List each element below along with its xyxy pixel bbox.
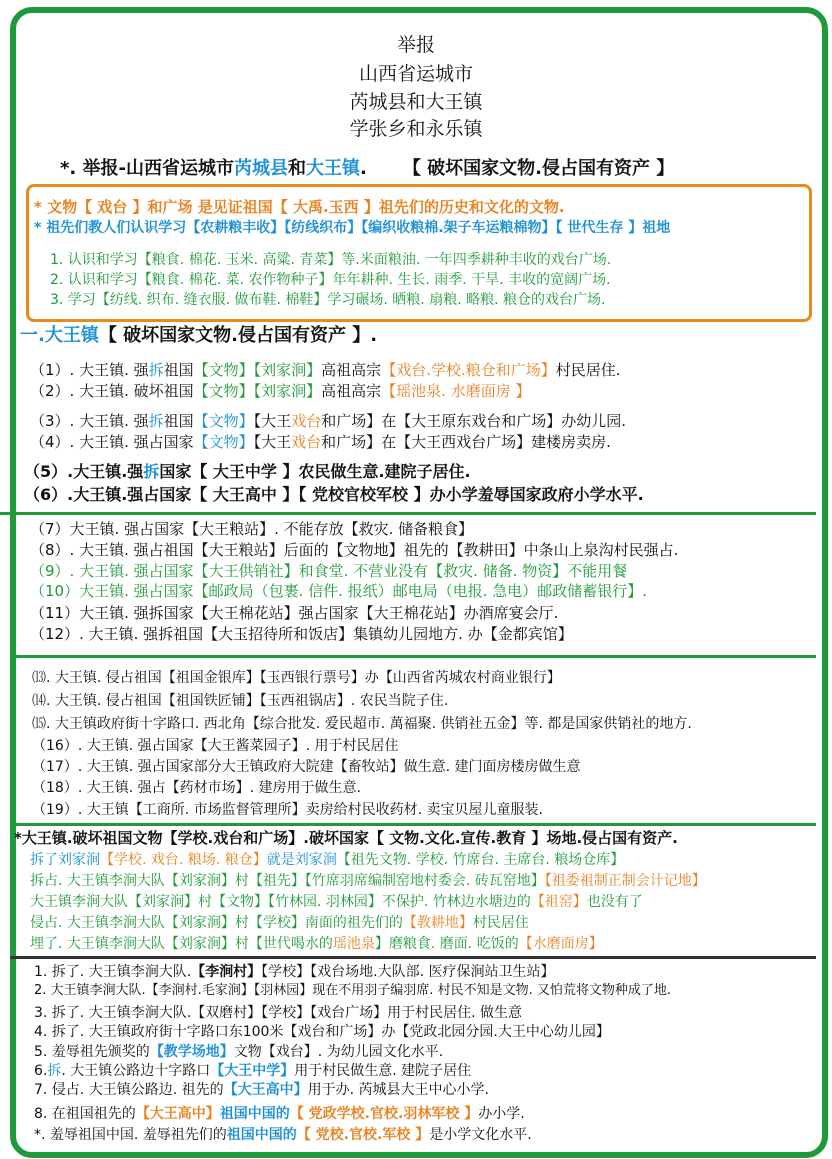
section5-row-6: 6.拆. 大王镇公路边十字路口【大王中学】用于村民做生意. 建院子居住: [34, 1063, 472, 1079]
section5-row-8: 8. 在祖国祖先的【大王高中】祖国中国的【 党政学校.官校.羽林军校 】办小学.: [34, 1106, 525, 1122]
title-line-4: 学张乡和永乐镇: [349, 118, 483, 140]
section3-row-14: ⒁. 大王镇. 侵占祖国【祖国铁匠铺】【玉西祖锅店】. 农民当院子住.: [32, 693, 449, 709]
divider-4: [10, 956, 816, 959]
section1-row-3: （3）. 大王镇. 强拆祖国【文物】【大王戏台和广场】在【大王原东戏台和广场】办幼儿园.: [30, 412, 626, 430]
section4-line-5: 埋了. 大王镇李涧大队【刘家涧】村【世代喝水的瑶池泉】磨粮食. 磨面. 吃饭的【水磨面房】: [30, 936, 603, 952]
title-line-3: 芮城县和大王镇: [349, 91, 483, 113]
divider-3: [10, 823, 816, 826]
section1-heading: 一.大王镇【 破坏国家文物.侵占国有资产 】.: [20, 325, 378, 346]
section4-line-3: 大王镇李涧大队【刘家涧】村【文物】【竹林园. 羽林园】不保护. 竹林边水塘边的【祖窑】也没有了: [30, 894, 643, 910]
section4-line-1: 拆了刘家涧【学校. 戏台. 粮场. 粮仓】就是刘家涧【祖先文物. 学校. 竹席台. 主席台. 粮场仓库】: [30, 852, 625, 868]
section1-row-1: （1）. 大王镇. 强拆祖国【文物】【刘家涧】高祖高宗【戏台.学校.粮仓和广场】村民居住.: [30, 361, 621, 379]
section2-row-12: （12）. 大王镇. 强拆祖国【大玉招待所和饭店】集镇幼儿园地方. 办【金都宾馆】: [30, 625, 573, 643]
section5-row-5: 5. 羞辱祖先颁奖的【教学场地】文物【戏台】. 为幼儿园文化水平.: [34, 1044, 444, 1060]
section4-heading: *大王镇.破坏祖国文物【学校.戏台和广场】.破坏国家【 文物.文化.宣传.教育 】场地.侵占国有资产.: [14, 829, 678, 847]
divider-1: [0, 512, 816, 515]
section3-row-15: ⒂. 大王镇政府街十字路口. 西北角【综合批发. 爱民超市. 萬福聚. 供销社五金】等. 都是国家供销社的地方.: [32, 716, 692, 732]
section3-row-17: （17）. 大王镇. 强占国家部分大王镇政府大院建【畜牧站】做生意. 建门面房楼房做生意: [32, 759, 581, 775]
title-line-2: 山西省运城市: [358, 63, 473, 85]
intro-item-3: 3. 学习【纺线. 织布. 缝衣服. 做布鞋. 棉鞋】学习碾场. 晒粮. 扇粮. 略粮. 粮仓的戏台广场.: [50, 292, 606, 308]
section4-line-4: 侵占. 大王镇李涧大队【刘家涧】村【学校】南面的祖先们的【教耕地】村民居住: [30, 915, 529, 931]
section5-row-2: 2. 大王镇李涧大队.【李涧村.毛家涧】【羽林园】现在不用羽子编羽席. 村民不知是文物. 又怕荒将文物种成了地.: [34, 983, 671, 998]
section4-line-2: 拆占. 大王镇李涧大队【刘家涧】村【祖先】【竹席羽席编制窑地村委会. 砖瓦窑地】【祖委祖制正制会计记地】: [30, 873, 706, 889]
report-header: *. 举报-山西省运城市芮城县和大王镇. 【 破坏国家文物.侵占国有资产 】: [60, 158, 675, 179]
section5-row-7: 7. 侵占. 大王镇公路边. 祖先的【大王高中】用于办. 芮城县大王中心小学.: [34, 1082, 489, 1098]
section2-row-7: （7）大王镇. 强占国家【大王粮站】. 不能存放【救灾. 储备粮食】: [30, 520, 474, 538]
intro-item-2: 2. 认识和学习【粮食. 棉花. 菜. 农作物种子】年年耕种. 生长. 雨季. 干旱. 丰收的宽阔广场.: [50, 272, 611, 288]
intro-line-2: * 祖先们教人们认识学习【农耕粮丰收】【纺线织布】【编织收粮棉.架子车运粮棉物】【 世代生存 】祖地: [34, 220, 671, 236]
section3-row-16: （16）. 大王镇. 强占国家【大王酱菜园子】. 用于村民居住: [32, 738, 399, 754]
section5-row-1: 1. 拆了. 大王镇李涧大队.【李涧村】【学校】【戏台场地.大队部. 医疗保涧站卫生站】: [34, 964, 555, 980]
section1-row-6: （6）.大王镇.强占国家【 大王高中 】【 党校官校军校 】办小学羞辱国家政府小学水平.: [24, 485, 644, 504]
section1-row-5: （5）.大王镇.强拆国家【 大王中学 】农民做生意.建院子居住.: [24, 462, 471, 481]
section2-row-9: （9）. 大王镇. 强占国家【大王供销社】和食堂. 不营业没有【救灾. 储备. 物资】不能用餐: [30, 562, 628, 580]
divider-2: [16, 655, 816, 658]
section2-row-11: （11）大王镇. 强拆国家【大王棉花站】强占国家【大王棉花站】办酒席宴会厅.: [30, 604, 559, 622]
section2-row-8: （8）. 大王镇. 强占祖国【大王粮站】后面的【文物地】祖先的【教耕田】中条山上泉沟村民强占.: [30, 541, 679, 559]
section3-row-19: （19）. 大王镇【工商所. 市场监督管理所】卖房给村民收药材. 卖宝贝屋儿童服装.: [32, 802, 543, 818]
section5-row-9: *. 羞辱祖国中国. 羞辱祖先们的祖国中国的【 党校.官校.军校 】是小学文化水平.: [34, 1127, 532, 1143]
section2-row-10: （10）大王镇. 强占国家【邮政局（包裹. 信件. 报纸）邮电局（电报. 急电）邮政储蓄银行】.: [30, 582, 648, 600]
section5-row-3: 3. 拆了. 大王镇李涧大队.【双磨村】【学校】【戏台广场】用于村民居住. 做生意: [34, 1005, 523, 1021]
title-line-1: 举报: [396, 34, 435, 56]
section1-row-4: （4）. 大王镇. 强占国家【文物】【大王戏台和广场】在【大王西戏台广场】建楼房卖房.: [30, 433, 611, 451]
intro-item-1: 1. 认识和学习【粮食. 棉花. 玉米. 高粱. 青菜】等.米面粮油. 一年四季耕种丰收的戏台广场.: [50, 252, 612, 268]
section1-row-2: （2）. 大王镇. 破坏祖国【文物】【刘家涧】高祖高宗【瑶池泉. 水磨面房 】: [30, 382, 531, 400]
section3-row-13: ⒀. 大王镇. 侵占祖国【祖国金银库】【玉西银行票号】办【山西省芮城农村商业银行】: [32, 670, 561, 686]
intro-line-1: * 文物【 戏台 】和广场 是见证祖国【 大禹.玉西 】祖先们的历史和文化的文物.: [34, 198, 565, 216]
section3-row-18: （18）. 大王镇. 强占【药材市场】. 建房用于做生意.: [32, 780, 361, 796]
section5-row-4: 4. 拆了. 大王镇政府街十字路口东100米【戏台和广场】办【党政北园分园.大王中心幼儿园】: [34, 1024, 610, 1040]
